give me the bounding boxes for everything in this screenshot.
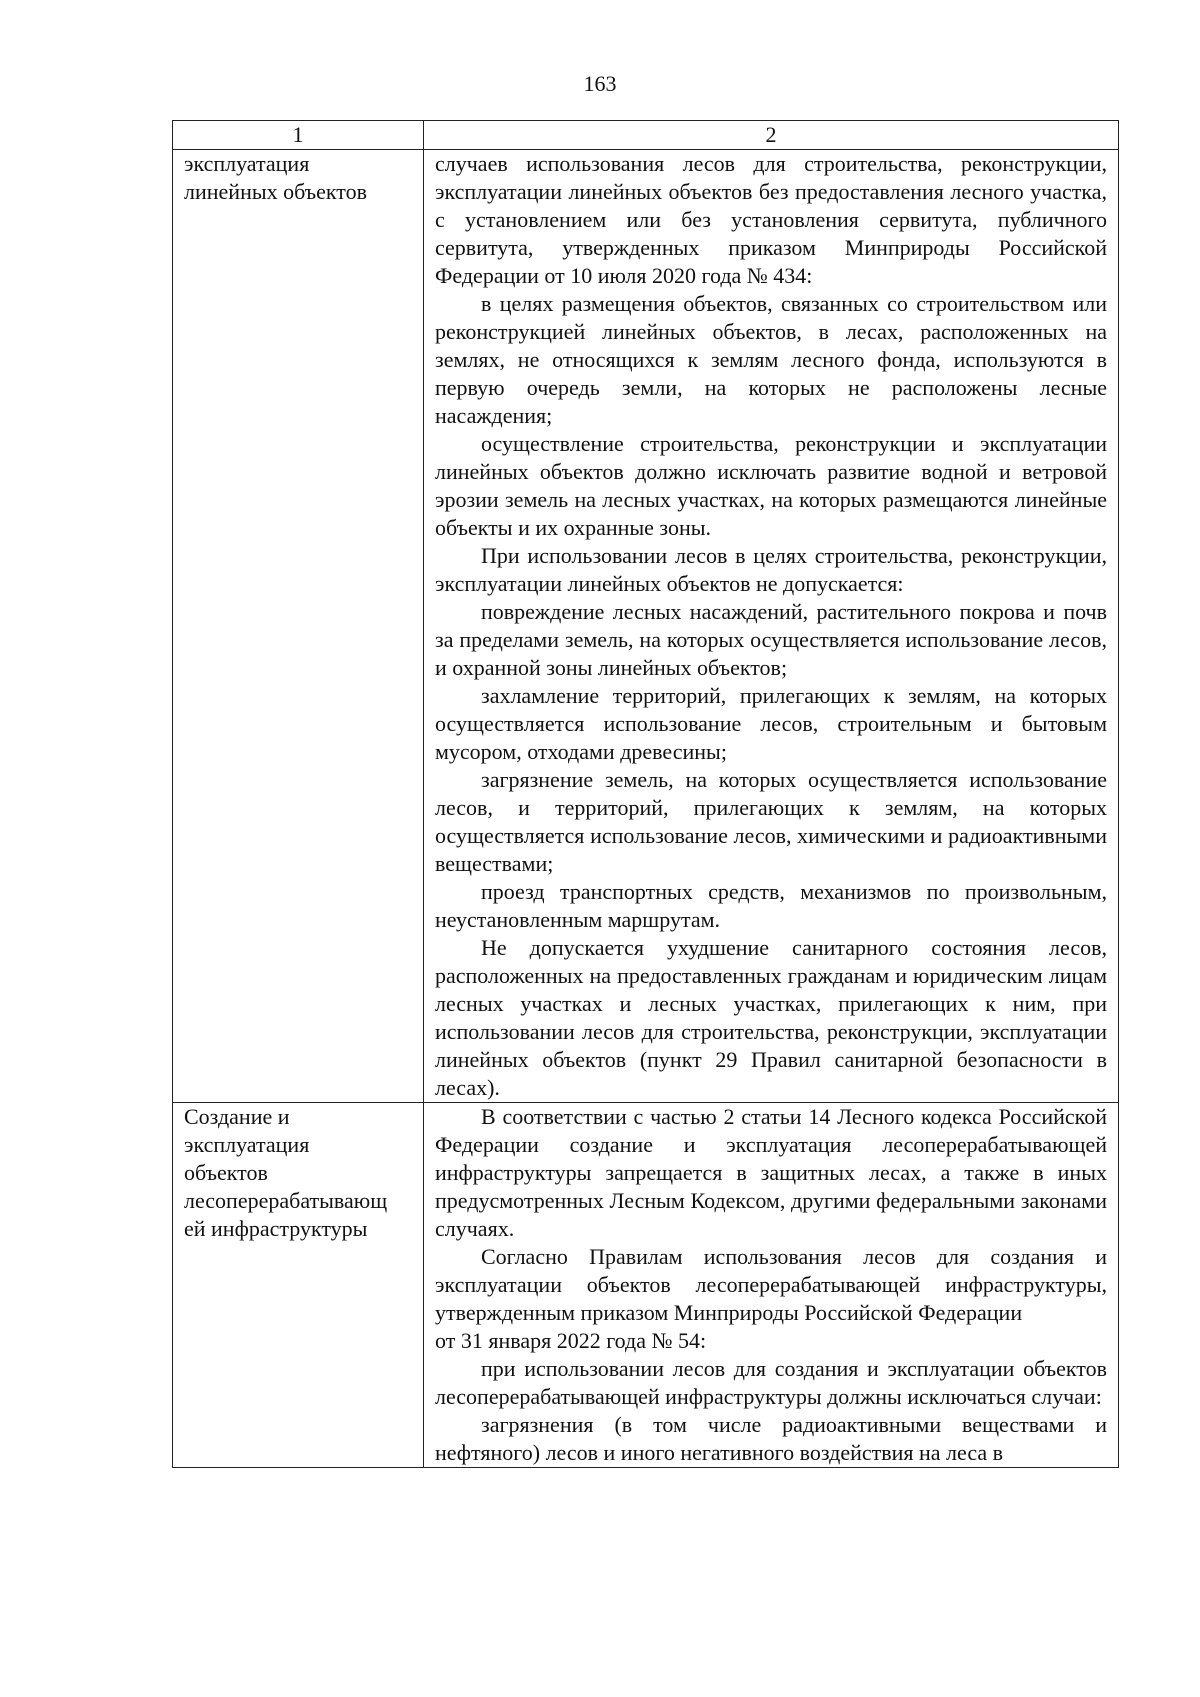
paragraph: Согласно Правилам использования лесов для создания и эксплуатации объектов лесоперерабатывающей инфраструктуры, утвержденным приказом Минприроды Российской Федерации	[435, 1244, 1107, 1325]
activity-line: Создание и	[184, 1104, 290, 1129]
table-row	[173, 1103, 1119, 1468]
paragraph: Не допускается ухудшение санитарного состояния лесов, расположенных на предоставленных гражданам и юридическим лицам лесных участках и лесных участках, прилегающих к ним, при использовании лесов для строительства, реконструкции, эксплуатации линейных объектов (пункт 29 Правил санитарной безопасности в лесах).	[435, 935, 1107, 1100]
paragraph: захламление территорий, прилегающих к землям, на которых осуществляется использование лесов, строительным и бытовым мусором, отходами древесины;	[435, 683, 1107, 764]
paragraph: В соответствии с частью 2 статьи 14 Лесного кодекса Российской Федерации создание и эксплуатация лесоперерабатывающей инфраструктуры запрещается в защитных лесах, а также в иных предусмотренных Лесным Кодексом, другими федеральными законами случаях.	[435, 1104, 1107, 1241]
paragraph: случаев использования лесов для строительства, реконструкции, эксплуатации линейных объектов без предоставления лесного участка, с установлением или без установления сервитута, публичного сервитута, утвержденных приказом Минприроды Российской Федерации от 10 июля 2020 года № 434:	[435, 151, 1107, 288]
table-header-row	[173, 121, 1119, 150]
paragraph: проезд транспортных средств, механизмов по произвольным, неустановленным маршрутам.	[435, 879, 1107, 932]
activity-line: эксплуатация	[184, 151, 310, 176]
requirements-cell	[424, 1103, 1119, 1468]
paragraph: При использовании лесов в целях строительства, реконструкции, эксплуатации линейных объектов не допускается:	[435, 543, 1107, 596]
activity-line: объектов	[184, 1160, 268, 1185]
paragraph: от 31 января 2022 года № 54:	[435, 1328, 707, 1353]
table-row	[173, 150, 1119, 1103]
page-number: 163	[583, 71, 617, 96]
column-header-2: 2	[424, 121, 1119, 150]
requirements-cell	[424, 150, 1119, 1103]
paragraph: загрязнения (в том числе радиоактивными веществами и нефтяного) лесов и иного негативного воздействия на леса в	[435, 1412, 1107, 1465]
activity-line: линейных объектов	[184, 179, 368, 204]
activity-line: лесоперерабатывающ	[184, 1188, 388, 1213]
activity-line: эксплуатация	[184, 1132, 310, 1157]
activity-cell	[173, 1103, 424, 1468]
regulation-table	[172, 120, 1119, 1468]
activity-cell	[173, 150, 424, 1103]
activity-line: ей инфраструктуры	[184, 1216, 368, 1241]
paragraph: загрязнение земель, на которых осуществляется использование лесов, и территорий, прилегающих к землям, на которых осуществляется использование лесов, химическими и радиоактивными веществами;	[435, 767, 1107, 876]
paragraph: повреждение лесных насаждений, растительного покрова и почв за пределами земель, на которых осуществляется использование лесов, и охранной зоны линейных объектов;	[435, 599, 1107, 680]
paragraph: при использовании лесов для создания и эксплуатации объектов лесоперерабатывающей инфраструктуры должны исключаться случаи:	[435, 1356, 1107, 1409]
paragraph: осуществление строительства, реконструкции и эксплуатации линейных объектов должно исключать развитие водной и ветровой эрозии земель на лесных участках, на которых размещаются линейные объекты и их охранные зоны.	[435, 431, 1107, 540]
column-header-1: 1	[173, 121, 424, 150]
paragraph: в целях размещения объектов, связанных со строительством или реконструкцией линейных объектов, в лесах, расположенных на землях, не относящихся к землям лесного фонда, используются в первую очередь земли, на которых не расположены лесные насаждения;	[435, 291, 1107, 428]
